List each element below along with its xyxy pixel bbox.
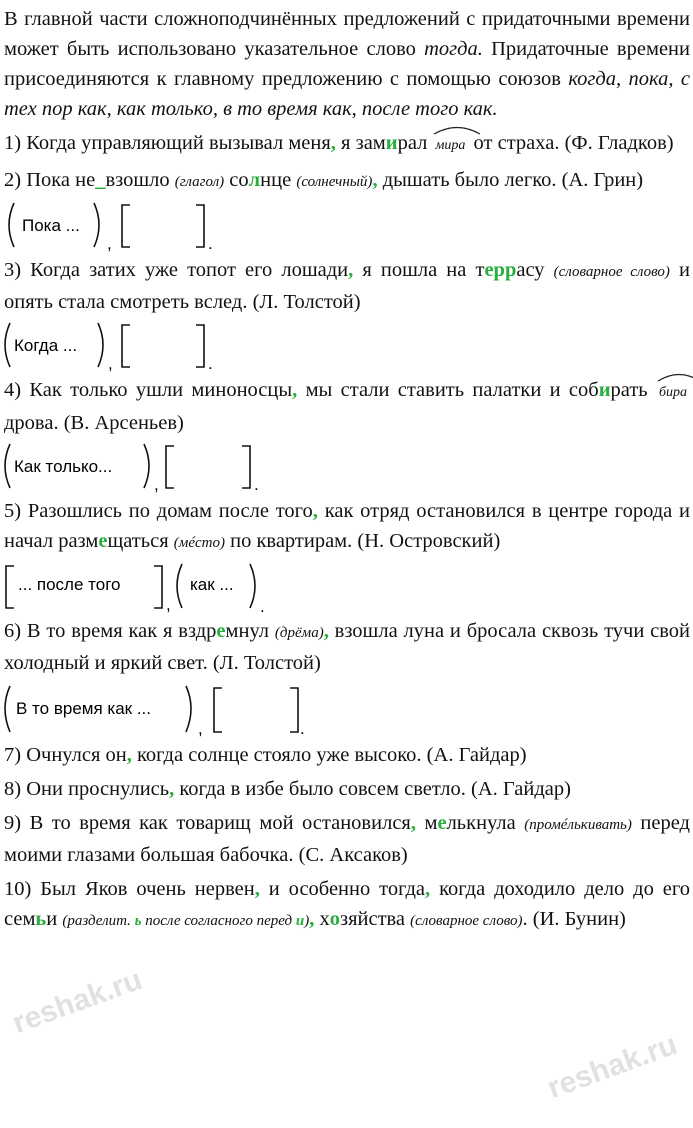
intro-conjunctions: когда, пока, с тех пор как, как только, в то время как, после того как. xyxy=(4,68,690,120)
text: я зам xyxy=(335,132,386,154)
text: перед моими глазами большая бабочка. (С. Аксаков) xyxy=(4,812,690,866)
scheme-dot: . xyxy=(208,354,213,373)
sentence-8 xyxy=(4,774,690,804)
sentence-7 xyxy=(4,740,690,770)
intro-tog: тогда. xyxy=(424,38,483,60)
scheme-2 xyxy=(4,197,690,255)
highlight-letter: о xyxy=(329,908,340,930)
note: (глагол) xyxy=(174,174,225,190)
text: и особенно тогда xyxy=(259,878,426,900)
text: 2) Пока не xyxy=(4,169,96,191)
comma-mark: , xyxy=(254,878,260,900)
text: х xyxy=(314,908,330,930)
comma-mark: , xyxy=(292,379,298,401)
text: 10) Был Яков очень нервен xyxy=(4,878,255,900)
document-page xyxy=(4,4,690,936)
text: зяйства xyxy=(339,908,411,930)
highlight-letter: ь xyxy=(35,908,47,930)
text: когда в избе было совсем светло. (А. Гайдар) xyxy=(174,778,571,800)
highlight-letter: л xyxy=(248,169,261,191)
comma-mark: , xyxy=(330,132,336,154)
scheme-6 xyxy=(4,678,690,740)
text: взошла луна и бросала сквозь тучи свой холодный и яркий свет. (Л. Толстой) xyxy=(4,620,691,674)
scheme-comma: , xyxy=(166,595,171,614)
scheme-sub-label: Когда ... xyxy=(14,336,78,355)
scheme-comma: , xyxy=(154,475,159,494)
text: 3) Когда затих уже топот его лошади xyxy=(4,259,349,281)
text: дышать было легко. (А. Грин) xyxy=(377,169,644,191)
highlight-letter: и xyxy=(598,379,611,401)
comma-mark: , xyxy=(323,620,329,642)
text: м xyxy=(415,812,438,834)
note: (мéсто) xyxy=(173,535,225,551)
comma-mark: , xyxy=(126,744,132,766)
intro-text-1: В главной части сложноподчинённых предложений с придаточными времени может быть использовано указательное слово xyxy=(4,8,690,60)
sentence-9 xyxy=(4,808,690,870)
text: асу xyxy=(516,259,554,281)
scheme-sub-label: Пока ... xyxy=(22,216,80,235)
text: со xyxy=(224,169,249,191)
text: 4) Как только ушли миноносцы xyxy=(4,379,293,401)
comma-mark: , xyxy=(410,812,416,834)
highlight-letter: и xyxy=(385,132,398,154)
scheme-dot: . xyxy=(208,234,213,253)
text: лькнула xyxy=(446,812,525,834)
comma-mark: , xyxy=(169,778,175,800)
text: 9) В то время как товарищ мой остановился xyxy=(4,812,411,834)
sentence-3 xyxy=(4,255,690,317)
comma-mark: , xyxy=(348,259,354,281)
text: взошло xyxy=(105,169,175,191)
scheme-comma: , xyxy=(108,354,113,373)
text: мнул xyxy=(225,620,275,642)
scheme-comma: , xyxy=(198,719,203,738)
note: (дрёма) xyxy=(274,625,324,641)
text: 6) В то время как я вздр xyxy=(4,620,217,642)
note: (словарное слово) xyxy=(553,264,670,280)
highlight-letter: ь xyxy=(134,913,142,929)
highlight-letter: и xyxy=(295,913,305,929)
text: 1) Когда управляющий вызывал меня xyxy=(4,132,331,154)
root-morpheme-mark xyxy=(656,378,690,408)
sentence-4 xyxy=(4,375,690,438)
scheme-brackets xyxy=(4,317,264,375)
highlight-letter: е xyxy=(437,812,447,834)
scheme-sub-label: Как только... xyxy=(14,457,113,476)
note: (разделит. xyxy=(62,913,135,929)
text: рал xyxy=(397,132,433,154)
text: и опять стала смотреть вслед. (Л. Толстой) xyxy=(4,259,690,313)
root-word: бира xyxy=(658,385,687,400)
highlight-letter: е xyxy=(216,620,226,642)
scheme-brackets xyxy=(4,558,284,616)
root-arc-icon xyxy=(432,125,482,135)
scheme-brackets xyxy=(4,438,294,496)
note: (промéлькивать) xyxy=(524,817,632,833)
text: и xyxy=(46,908,63,930)
text: когда солнце стояло уже высоко. (А. Гайдар) xyxy=(131,744,527,766)
text: дрова. (В. Арсеньев) xyxy=(4,412,184,434)
intro-text-2: Придаточные времени присоединяются к главному предложению с помощью союзов xyxy=(4,38,690,90)
scheme-comma: , xyxy=(107,234,112,253)
text: от страха. (Ф. Гладков) xyxy=(468,132,674,154)
watermark: reshak.ru xyxy=(8,962,147,1041)
scheme-main-label: ... после того xyxy=(18,575,121,594)
note: (солнечный) xyxy=(296,174,373,190)
comma-mark: , xyxy=(372,169,378,191)
highlight-letter: е xyxy=(98,530,108,552)
comma-mark: , xyxy=(425,878,431,900)
scheme-brackets xyxy=(4,678,324,740)
root-morpheme-mark xyxy=(432,131,468,161)
watermark: reshak.ru xyxy=(543,1027,682,1106)
text: нце xyxy=(260,169,297,191)
sentence-2 xyxy=(4,165,690,197)
text: рать xyxy=(610,379,656,401)
note: ) xyxy=(304,913,310,929)
scheme-3 xyxy=(4,317,690,375)
sentence-5 xyxy=(4,496,690,558)
root-word: мира xyxy=(435,138,466,153)
scheme-dot: . xyxy=(300,719,305,738)
scheme-sub-label: В то время как ... xyxy=(16,699,151,718)
space-mark: _ xyxy=(95,169,106,191)
text: . (И. Бунин) xyxy=(522,908,626,930)
scheme-dot: . xyxy=(254,475,259,494)
note: после согласного перед xyxy=(141,913,296,929)
scheme-dot: . xyxy=(260,597,265,616)
root-arc-icon xyxy=(656,372,693,382)
scheme-sub-label: как ... xyxy=(190,575,234,594)
intro-paragraph xyxy=(4,4,690,124)
text: как отряд остановился в центре города и начал разм xyxy=(4,500,690,552)
text: когда доходило дело до его сем xyxy=(4,878,690,930)
highlight-letter: ерр xyxy=(484,259,517,281)
comma-mark: , xyxy=(312,500,318,522)
text: я пошла на т xyxy=(353,259,485,281)
sentence-6 xyxy=(4,616,690,678)
scheme-5 xyxy=(4,558,690,616)
text: мы стали ставить палатки и соб xyxy=(297,379,599,401)
scheme-brackets xyxy=(4,197,264,255)
text: 8) Они проснулись xyxy=(4,778,170,800)
text: по квартирам. (Н. Островский) xyxy=(224,530,501,552)
comma-mark: , xyxy=(309,908,315,930)
note: (словарное слово) xyxy=(410,913,523,929)
sentence-10 xyxy=(4,874,690,936)
text: 7) Очнулся он xyxy=(4,744,127,766)
sentence-1 xyxy=(4,128,690,161)
scheme-4 xyxy=(4,438,690,496)
text: 5) Разошлись по домам после того xyxy=(4,500,313,522)
text: щаться xyxy=(107,530,174,552)
